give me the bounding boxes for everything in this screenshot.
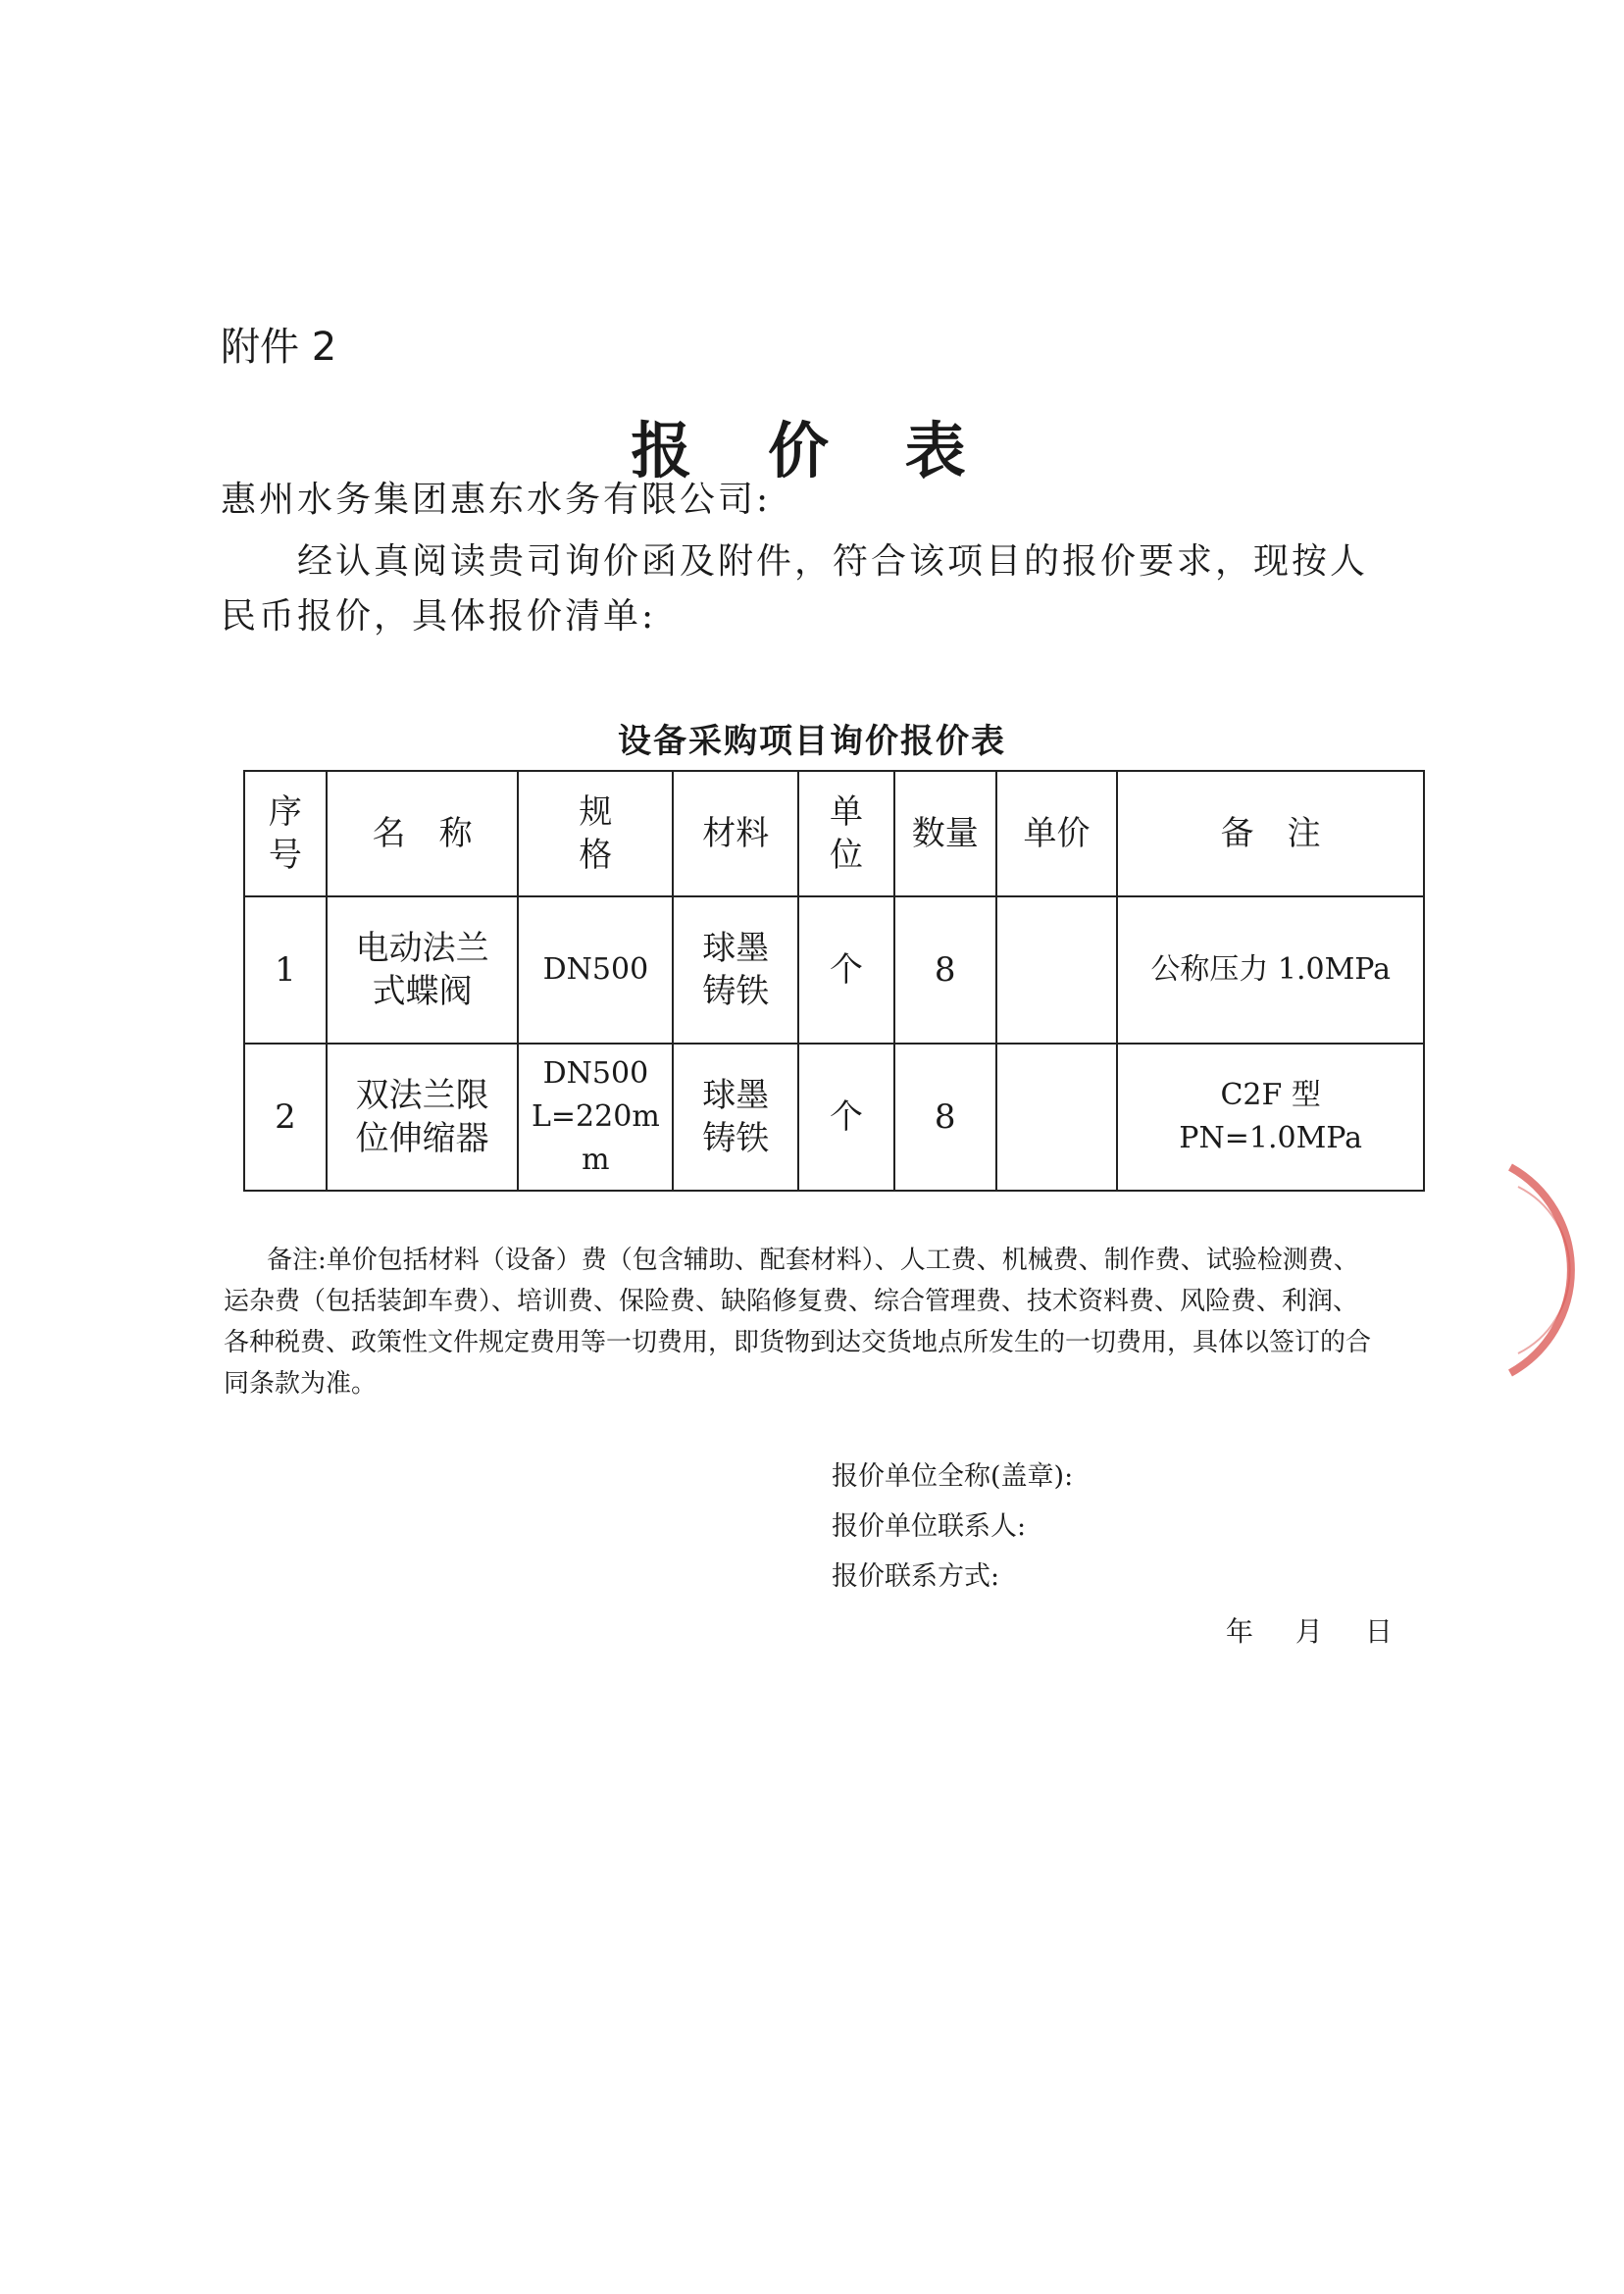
table-caption: 设备采购项目询价报价表 bbox=[618, 722, 1006, 761]
cell-remark-line: 公称压力 1.0MPa bbox=[1150, 952, 1392, 987]
signature-company: 报价单位全称(盖章): bbox=[832, 1461, 1074, 1492]
header-no-line1: 序 bbox=[268, 792, 302, 832]
header-spec bbox=[518, 771, 673, 896]
header-unit bbox=[798, 771, 894, 896]
cell-qty: 8 bbox=[894, 1044, 996, 1191]
seal-arc bbox=[1510, 1167, 1571, 1373]
header-no-line2: 号 bbox=[268, 836, 302, 875]
intro-paragraph: 经认真阅读贵司询价函及附件，符合该项目的报价要求，现按人民币报价，具体报价清单: bbox=[221, 541, 1369, 637]
cell-remark-line: C2F 型 bbox=[1220, 1078, 1321, 1112]
cell-spec-line: L=220m bbox=[532, 1099, 660, 1134]
cell-remark-line: PN=1.0MPa bbox=[1179, 1121, 1363, 1155]
cell-spec-line: DN500 bbox=[542, 952, 649, 987]
cell-unit: 个 bbox=[798, 896, 894, 1044]
header-no bbox=[244, 771, 327, 896]
table-row bbox=[244, 896, 1424, 1044]
cell-material-line: 球墨 bbox=[702, 929, 770, 968]
cell-price[interactable] bbox=[996, 1044, 1118, 1191]
cell-material-line: 铸铁 bbox=[702, 1119, 770, 1158]
cell-name-line: 电动法兰 bbox=[355, 929, 489, 968]
cell-price[interactable] bbox=[996, 896, 1118, 1044]
date-day: 日 bbox=[1364, 1615, 1396, 1648]
signature-contact: 报价单位联系人: bbox=[832, 1511, 1027, 1542]
header-qty: 数量 bbox=[894, 771, 996, 896]
cell-spec-line: DN500 bbox=[542, 1056, 649, 1091]
cell-remark bbox=[1117, 1044, 1424, 1191]
signature-method: 报价联系方式: bbox=[832, 1561, 1000, 1592]
table-header-row bbox=[244, 771, 1424, 896]
cell-name-line: 式蝶阀 bbox=[372, 972, 473, 1011]
cell-material bbox=[673, 896, 798, 1044]
cell-no: 2 bbox=[244, 1044, 327, 1191]
attachment-label: 附件 2 bbox=[221, 325, 337, 370]
seal-stamp-fragment bbox=[1471, 1157, 1618, 1383]
cell-name-line: 双法兰限 bbox=[355, 1076, 489, 1115]
cell-qty: 8 bbox=[894, 896, 996, 1044]
cell-name-line: 位伸缩器 bbox=[355, 1119, 489, 1158]
cell-name bbox=[327, 896, 519, 1044]
header-unit-line1: 单 bbox=[829, 792, 863, 832]
page-title: 报 价 表 bbox=[631, 415, 993, 486]
cell-spec bbox=[518, 1044, 673, 1191]
addressee: 惠州水务集团惠东水务有限公司: bbox=[221, 480, 772, 520]
cell-material-line: 球墨 bbox=[702, 1076, 770, 1115]
cell-material bbox=[673, 1044, 798, 1191]
cell-remark bbox=[1117, 896, 1424, 1044]
seal-arc-inner bbox=[1518, 1187, 1570, 1353]
date-line bbox=[1226, 1610, 1422, 1650]
date-year: 年 bbox=[1226, 1615, 1258, 1648]
cell-no: 1 bbox=[244, 896, 327, 1044]
cell-unit: 个 bbox=[798, 1044, 894, 1191]
cell-name bbox=[327, 1044, 519, 1191]
date-month: 月 bbox=[1294, 1615, 1327, 1648]
header-name: 名 称 bbox=[327, 771, 519, 896]
table-row bbox=[244, 1044, 1424, 1191]
cell-spec-line: m bbox=[582, 1143, 610, 1177]
header-unit-line2: 位 bbox=[829, 836, 863, 875]
cell-spec bbox=[518, 896, 673, 1044]
quote-table bbox=[243, 770, 1425, 1192]
header-material: 材料 bbox=[673, 771, 798, 896]
header-spec-line1: 规 bbox=[579, 792, 613, 832]
note-paragraph: 备注:单价包括材料（设备）费（包含辅助、配套材料）、人工费、机械费、制作费、试验检测费、运杂费（包括装卸车费）、培训费、保险费、缺陷修复费、综合管理费、技术资料费、风险费、利润、各种税费、政策性文件规定费用等一切费用，即货物到达交货地点所发生的一切费用，具体以签订的合同条款为准。 bbox=[224, 1246, 1372, 1399]
header-price: 单价 bbox=[996, 771, 1118, 896]
header-spec-line2: 格 bbox=[579, 836, 613, 875]
cell-material-line: 铸铁 bbox=[702, 972, 770, 1011]
header-remark: 备 注 bbox=[1117, 771, 1424, 896]
